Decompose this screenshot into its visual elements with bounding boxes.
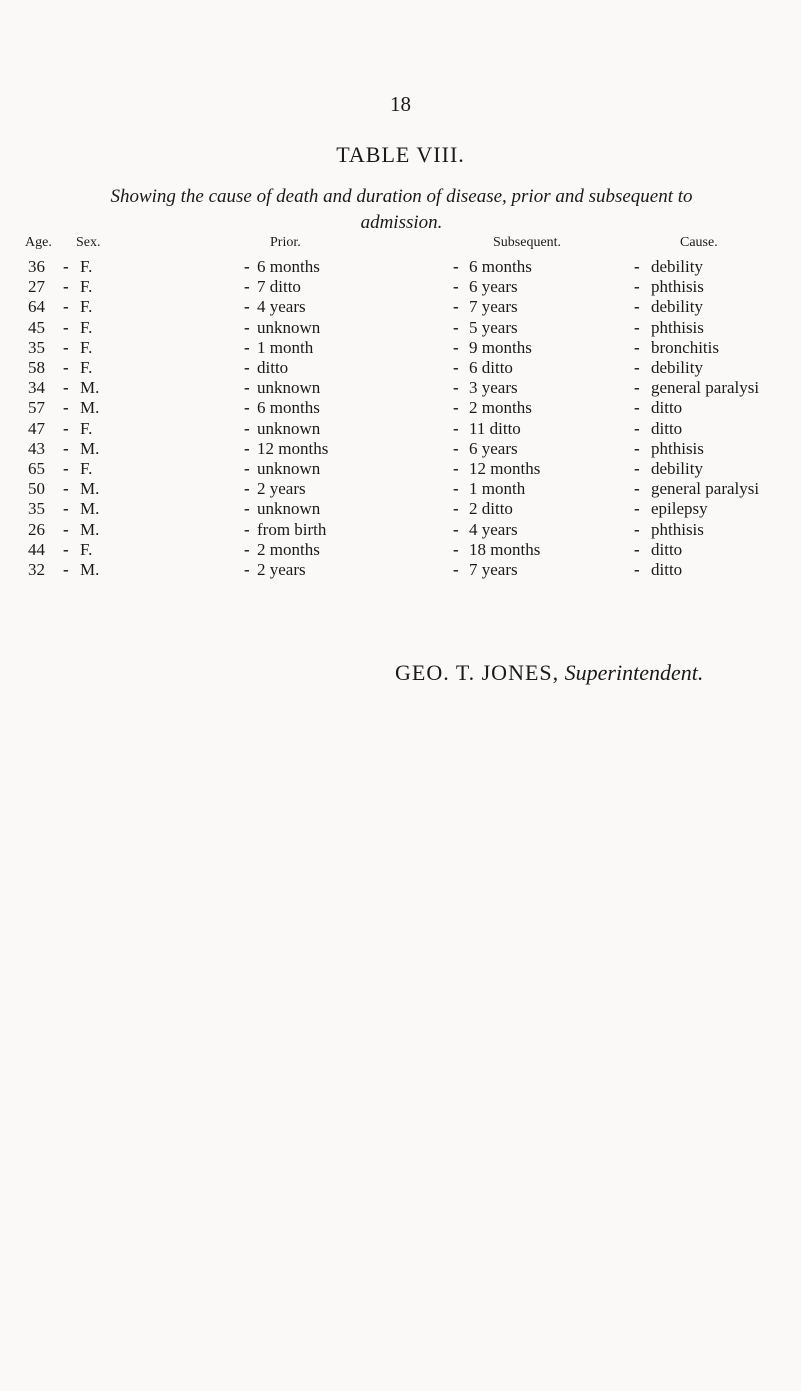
cell-cause: epilepsy bbox=[651, 499, 708, 519]
signature-name: GEO. T. JONES, bbox=[395, 660, 560, 685]
cell-dash: - bbox=[244, 337, 250, 357]
cell-dash: - bbox=[244, 560, 250, 579]
cell-age: 35 bbox=[28, 337, 45, 357]
cell-cause: debility bbox=[651, 257, 703, 276]
cell-subsequent: 6 months bbox=[469, 257, 532, 276]
table-header-row bbox=[0, 235, 801, 257]
cell-cause: phthisis bbox=[651, 277, 704, 297]
cell-sex: F. bbox=[80, 337, 93, 357]
cell-cause: ditto bbox=[651, 398, 683, 418]
cell-age: 26 bbox=[28, 519, 45, 539]
cell-dash: - bbox=[453, 297, 459, 317]
cell-dash: - bbox=[453, 337, 459, 357]
cell-dash: - bbox=[244, 519, 250, 539]
cell-dash: - bbox=[63, 438, 69, 458]
cell-dash: - bbox=[634, 277, 640, 297]
cell-sex: F. bbox=[80, 418, 93, 438]
table-row bbox=[0, 439, 801, 461]
cell-age: 64 bbox=[28, 297, 45, 317]
cell-dash: - bbox=[453, 317, 459, 337]
cell-prior: from birth bbox=[257, 519, 327, 539]
cell-prior: 12 months bbox=[257, 438, 329, 458]
cell-prior: unknown bbox=[257, 459, 321, 478]
cell-dash: - bbox=[244, 358, 250, 377]
cell-dash: - bbox=[634, 438, 640, 458]
cell-sex: F. bbox=[80, 297, 93, 317]
cell-cause: ditto bbox=[651, 539, 683, 559]
page-number: 18 bbox=[390, 92, 411, 116]
cell-dash: - bbox=[244, 479, 250, 499]
table-row bbox=[0, 419, 801, 441]
cell-dash: - bbox=[453, 398, 459, 418]
cell-dash: - bbox=[634, 560, 640, 579]
cell-sex: M. bbox=[80, 479, 100, 499]
cell-subsequent: 11 ditto bbox=[469, 418, 521, 438]
cell-age: 57 bbox=[28, 398, 45, 418]
cell-dash: - bbox=[63, 479, 69, 499]
cell-age: 35 bbox=[28, 499, 45, 519]
cell-age: 36 bbox=[28, 257, 45, 276]
cell-subsequent: 3 years bbox=[469, 378, 518, 398]
cell-sex: M. bbox=[80, 378, 100, 398]
cell-cause: phthisis bbox=[651, 519, 704, 539]
cell-dash: - bbox=[244, 459, 250, 478]
cell-prior: 2 years bbox=[257, 560, 306, 579]
cell-age: 45 bbox=[28, 317, 45, 337]
table-row bbox=[0, 479, 801, 501]
cell-cause: debility bbox=[651, 459, 703, 478]
table-row bbox=[0, 297, 801, 319]
cell-subsequent: 9 months bbox=[469, 337, 532, 357]
cell-dash: - bbox=[453, 277, 459, 297]
cell-age: 32 bbox=[28, 560, 45, 579]
signature-title: Superintendent. bbox=[564, 660, 704, 685]
cell-sex: F. bbox=[80, 317, 93, 337]
cell-cause: general paralysi bbox=[651, 479, 760, 499]
cell-dash: - bbox=[63, 539, 69, 559]
cell-dash: - bbox=[453, 560, 459, 579]
cell-dash: - bbox=[634, 418, 640, 438]
table-row bbox=[0, 398, 801, 420]
cell-prior: unknown bbox=[257, 418, 321, 438]
cell-subsequent: 18 months bbox=[469, 539, 541, 559]
cell-sex: F. bbox=[80, 539, 93, 559]
table-row bbox=[0, 318, 801, 340]
cell-sex: F. bbox=[80, 257, 93, 276]
cell-dash: - bbox=[634, 459, 640, 478]
signature bbox=[395, 660, 703, 686]
cell-dash: - bbox=[634, 499, 640, 519]
table-title: TABLE VIII. bbox=[336, 142, 465, 167]
cell-dash: - bbox=[453, 257, 459, 276]
cell-dash: - bbox=[63, 297, 69, 317]
cell-prior: 2 months bbox=[257, 539, 320, 559]
cell-age: 65 bbox=[28, 459, 45, 478]
cell-prior: 6 months bbox=[257, 257, 320, 276]
cell-subsequent: 1 month bbox=[469, 479, 526, 499]
cell-dash: - bbox=[634, 337, 640, 357]
cell-sex: M. bbox=[80, 438, 100, 458]
cell-subsequent: 6 years bbox=[469, 438, 518, 458]
table-row bbox=[0, 358, 801, 380]
cell-dash: - bbox=[634, 519, 640, 539]
cell-dash: - bbox=[63, 560, 69, 579]
cell-dash: - bbox=[634, 317, 640, 337]
header-subsequent: Subsequent. bbox=[493, 235, 562, 250]
cell-cause: ditto bbox=[651, 418, 683, 438]
cell-age: 27 bbox=[28, 277, 45, 297]
cell-dash: - bbox=[244, 297, 250, 317]
cell-dash: - bbox=[453, 418, 459, 438]
cell-age: 43 bbox=[28, 438, 45, 458]
cell-cause: debility bbox=[651, 358, 703, 377]
cell-dash: - bbox=[453, 479, 459, 499]
cell-dash: - bbox=[63, 317, 69, 337]
cell-dash: - bbox=[244, 539, 250, 559]
cell-dash: - bbox=[244, 418, 250, 438]
cell-subsequent: 6 ditto bbox=[469, 358, 513, 377]
cell-dash: - bbox=[453, 358, 459, 377]
cell-dash: - bbox=[453, 459, 459, 478]
cell-prior: unknown bbox=[257, 378, 321, 398]
cell-cause: phthisis bbox=[651, 438, 704, 458]
cell-dash: - bbox=[63, 358, 69, 377]
cell-dash: - bbox=[63, 499, 69, 519]
cell-sex: M. bbox=[80, 398, 100, 418]
cell-age: 58 bbox=[28, 358, 45, 377]
table-row bbox=[0, 277, 801, 299]
cell-dash: - bbox=[244, 398, 250, 418]
table-subtitle-line-1: Showing the cause of death and duration of disease, prior and subsequent to bbox=[110, 186, 693, 207]
cell-sex: F. bbox=[80, 277, 93, 297]
table-row bbox=[0, 257, 801, 279]
cell-dash: - bbox=[63, 378, 69, 398]
cell-dash: - bbox=[634, 539, 640, 559]
cell-dash: - bbox=[634, 479, 640, 499]
cell-dash: - bbox=[453, 499, 459, 519]
table-row bbox=[0, 499, 801, 521]
cell-dash: - bbox=[63, 398, 69, 418]
cell-dash: - bbox=[634, 378, 640, 398]
header-age: Age. bbox=[25, 235, 52, 250]
header-cause: Cause. bbox=[680, 235, 718, 250]
cell-dash: - bbox=[634, 257, 640, 276]
cell-sex: M. bbox=[80, 560, 100, 579]
cell-prior: unknown bbox=[257, 317, 321, 337]
cell-cause: ditto bbox=[651, 560, 683, 579]
cell-prior: ditto bbox=[257, 358, 289, 377]
cell-dash: - bbox=[244, 317, 250, 337]
table-row bbox=[0, 459, 801, 481]
cell-prior: 1 month bbox=[257, 337, 314, 357]
cell-age: 44 bbox=[28, 539, 45, 559]
cell-dash: - bbox=[453, 378, 459, 398]
cell-age: 47 bbox=[28, 418, 45, 438]
cell-dash: - bbox=[244, 378, 250, 398]
cell-dash: - bbox=[453, 539, 459, 559]
cell-dash: - bbox=[63, 277, 69, 297]
cell-subsequent: 4 years bbox=[469, 519, 518, 539]
cell-prior: 6 months bbox=[257, 398, 320, 418]
cell-dash: - bbox=[244, 499, 250, 519]
header-prior: Prior. bbox=[270, 235, 301, 250]
cell-subsequent: 5 years bbox=[469, 317, 518, 337]
cell-dash: - bbox=[634, 398, 640, 418]
cell-cause: phthisis bbox=[651, 317, 704, 337]
table-row bbox=[0, 540, 801, 562]
cell-dash: - bbox=[63, 519, 69, 539]
cell-prior: 4 years bbox=[257, 297, 306, 317]
cell-dash: - bbox=[63, 337, 69, 357]
cell-subsequent: 2 ditto bbox=[469, 499, 513, 519]
cell-dash: - bbox=[453, 519, 459, 539]
cell-dash: - bbox=[244, 438, 250, 458]
cell-sex: M. bbox=[80, 499, 100, 519]
cell-sex: M. bbox=[80, 519, 100, 539]
cell-dash: - bbox=[634, 358, 640, 377]
cell-dash: - bbox=[634, 297, 640, 317]
cell-prior: unknown bbox=[257, 499, 321, 519]
table-row bbox=[0, 378, 801, 400]
cell-prior: 7 ditto bbox=[257, 277, 301, 297]
cell-cause: general paralysi bbox=[651, 378, 760, 398]
cell-age: 34 bbox=[28, 378, 45, 398]
table-row bbox=[0, 338, 801, 360]
cell-subsequent: 6 years bbox=[469, 277, 518, 297]
cell-dash: - bbox=[63, 459, 69, 478]
cell-subsequent: 12 months bbox=[469, 459, 541, 478]
cell-subsequent: 7 years bbox=[469, 560, 518, 579]
cell-cause: bronchitis bbox=[651, 337, 719, 357]
table-row bbox=[0, 520, 801, 542]
cell-sex: F. bbox=[80, 459, 93, 478]
cell-dash: - bbox=[63, 257, 69, 276]
cell-age: 50 bbox=[28, 479, 45, 499]
cell-subsequent: 2 months bbox=[469, 398, 532, 418]
table-subtitle-line-2: admission. bbox=[360, 212, 443, 233]
cell-dash: - bbox=[63, 418, 69, 438]
table-row bbox=[0, 560, 801, 582]
cell-dash: - bbox=[244, 257, 250, 276]
cell-dash: - bbox=[453, 438, 459, 458]
cell-subsequent: 7 years bbox=[469, 297, 518, 317]
cell-cause: debility bbox=[651, 297, 703, 317]
header-sex: Sex. bbox=[76, 235, 101, 250]
cell-dash: - bbox=[244, 277, 250, 297]
cell-prior: 2 years bbox=[257, 479, 306, 499]
cell-sex: F. bbox=[80, 358, 93, 377]
